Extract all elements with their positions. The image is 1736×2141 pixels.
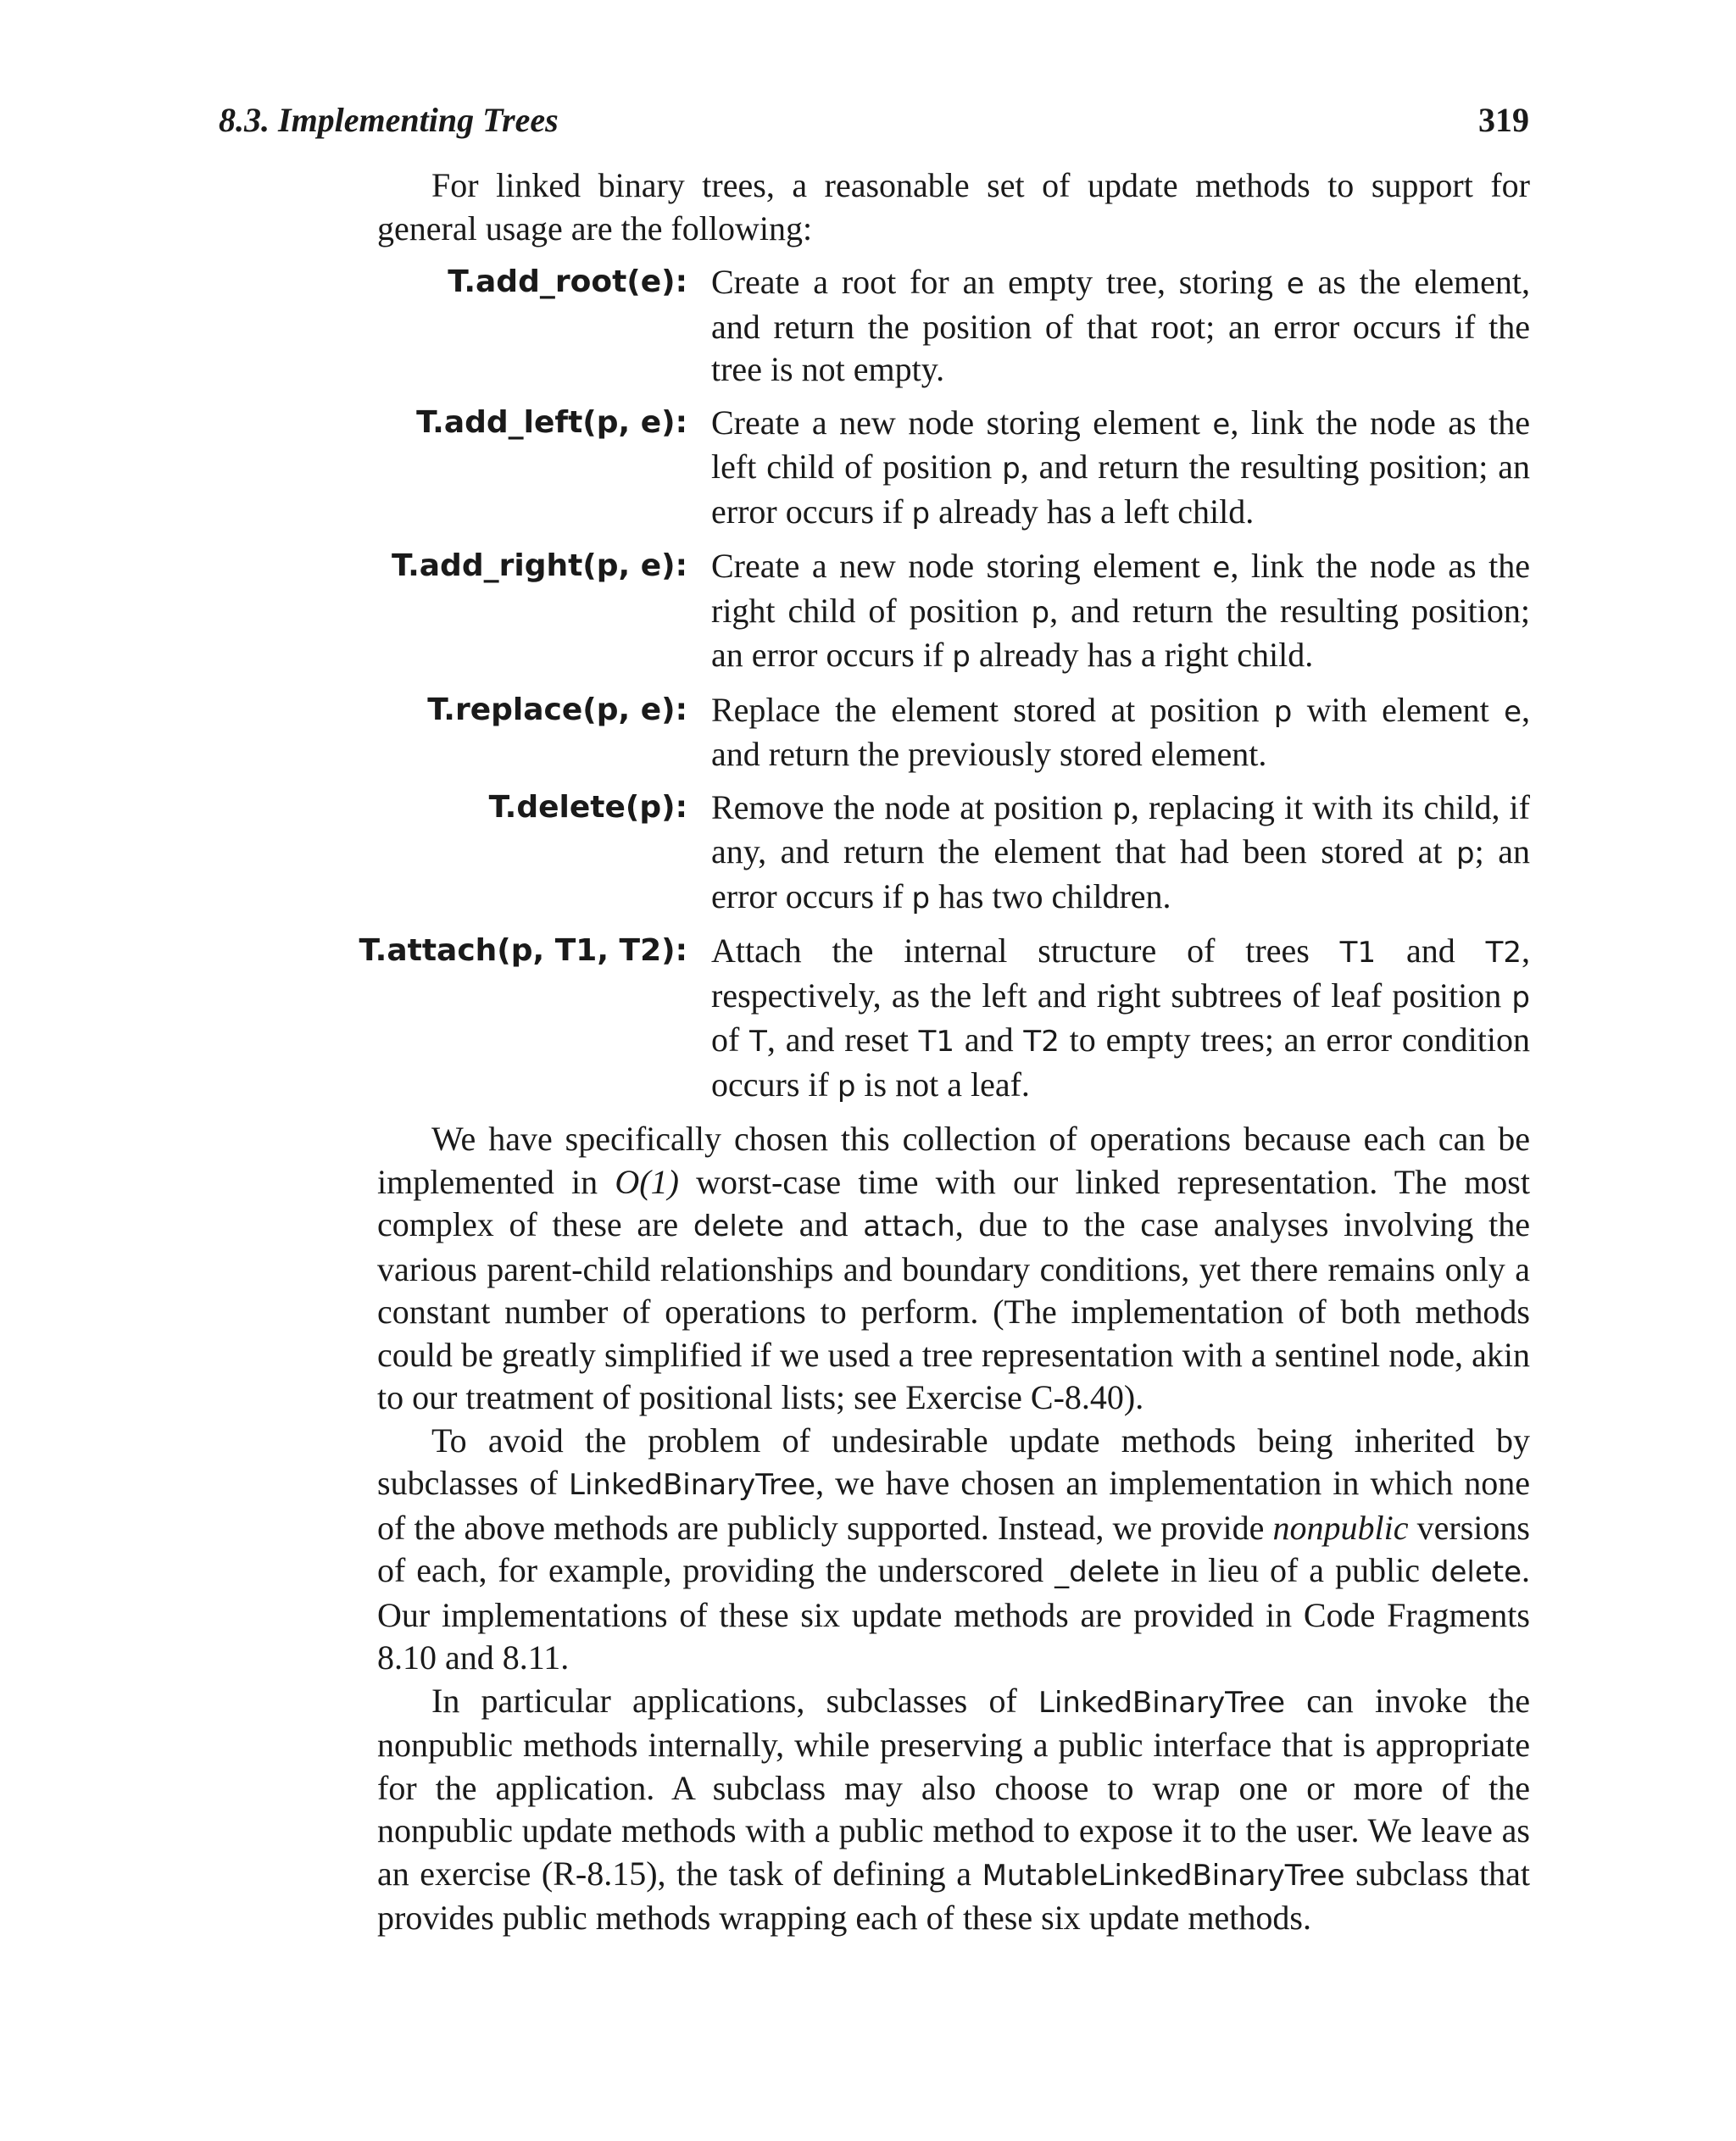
method-add-left xyxy=(377,402,1530,536)
intro-paragraph: For linked binary trees, a reasonable set of update methods to support for general usage are the following: xyxy=(377,166,1530,247)
method-attach xyxy=(359,930,1530,1108)
method-add-root xyxy=(377,261,1530,392)
page-body xyxy=(359,164,1531,1940)
method-description: Replace the element stored at position p with element e, and return the previously stored element. xyxy=(711,690,1530,773)
section-title: 8.3. Implementing Trees xyxy=(219,101,559,139)
method-description: Attach the internal structure of trees T1 and T2, respectively, as the left and right subtrees of leaf position p of T, and reset T1 and T2 to empty trees; an error condition occurs if p is not a leaf. xyxy=(711,931,1530,1104)
method-signature: T.add_root(e): xyxy=(448,264,687,299)
method-add-right xyxy=(377,545,1530,679)
method-signature: T.add_right(p, e): xyxy=(392,548,687,583)
method-signature: T.delete(p): xyxy=(488,789,687,825)
method-list xyxy=(359,261,1531,1108)
method-signature: T.replace(p, e): xyxy=(427,692,687,727)
running-header xyxy=(219,100,1529,142)
method-signature: T.attach(p, T1, T2): xyxy=(359,933,687,968)
paragraph-nonpublic: To avoid the problem of undesirable update methods being inherited by subclasses of LinkedBinaryTree, we have chosen an implementation in which none of the above methods are publicly supported. Instead, we provide nonpublic versions of each, for example, providing the underscored _delete in lieu of a public delete. Our implementations of these six update methods are provided in Code Fragments 8.10 and 8.11. xyxy=(377,1421,1531,1677)
method-description: Remove the node at position p, replacing it with its child, if any, and return the element that had been stored at p; an error occurs if p has two children. xyxy=(711,787,1531,915)
method-description: Create a new node storing element e, link the node as the left child of position p, and return the resulting position; an error occurs if p already has a left child. xyxy=(711,403,1530,531)
method-signature: T.add_left(p, e): xyxy=(416,404,687,440)
paragraph-subclasses: In particular applications, subclasses of LinkedBinaryTree can invoke the nonpublic methods internally, while preserving a public interface that is appropriate for the application. A subclass may also choose to wrap one or more of the nonpublic update methods with a public method to expose it to the user. We leave as an exercise (R-8.15), the task of defining a MutableLinkedBinaryTree subclass that provides public methods wrapping each of these six update methods. xyxy=(377,1681,1530,1937)
method-description: Create a new node storing element e, link the node as the right child of position p, and return the resulting position; an error occurs if p already has a right child. xyxy=(711,547,1530,674)
page-number: 319 xyxy=(1478,101,1529,139)
paragraph-operations: We have specifically chosen this collection of operations because each can be implemented in O(1) worst-case time with our linked representation. The most complex of these are delete and attach, due to the case analyses involving the various parent-child relationships and boundary conditions, yet there remains only a constant number of operations to perform. (The implementation of both methods could be greatly simplified if we used a tree representation with a sentinel node, akin to our treatment of positional lists; see Exercise C-8.40). xyxy=(377,1120,1530,1416)
method-description: Create a root for an empty tree, storing e as the element, and return the position of that root; an error occurs if the tree is not empty. xyxy=(711,263,1530,388)
big-o-notation: O(1) xyxy=(615,1162,679,1201)
method-delete xyxy=(377,787,1530,920)
method-replace xyxy=(377,689,1530,776)
